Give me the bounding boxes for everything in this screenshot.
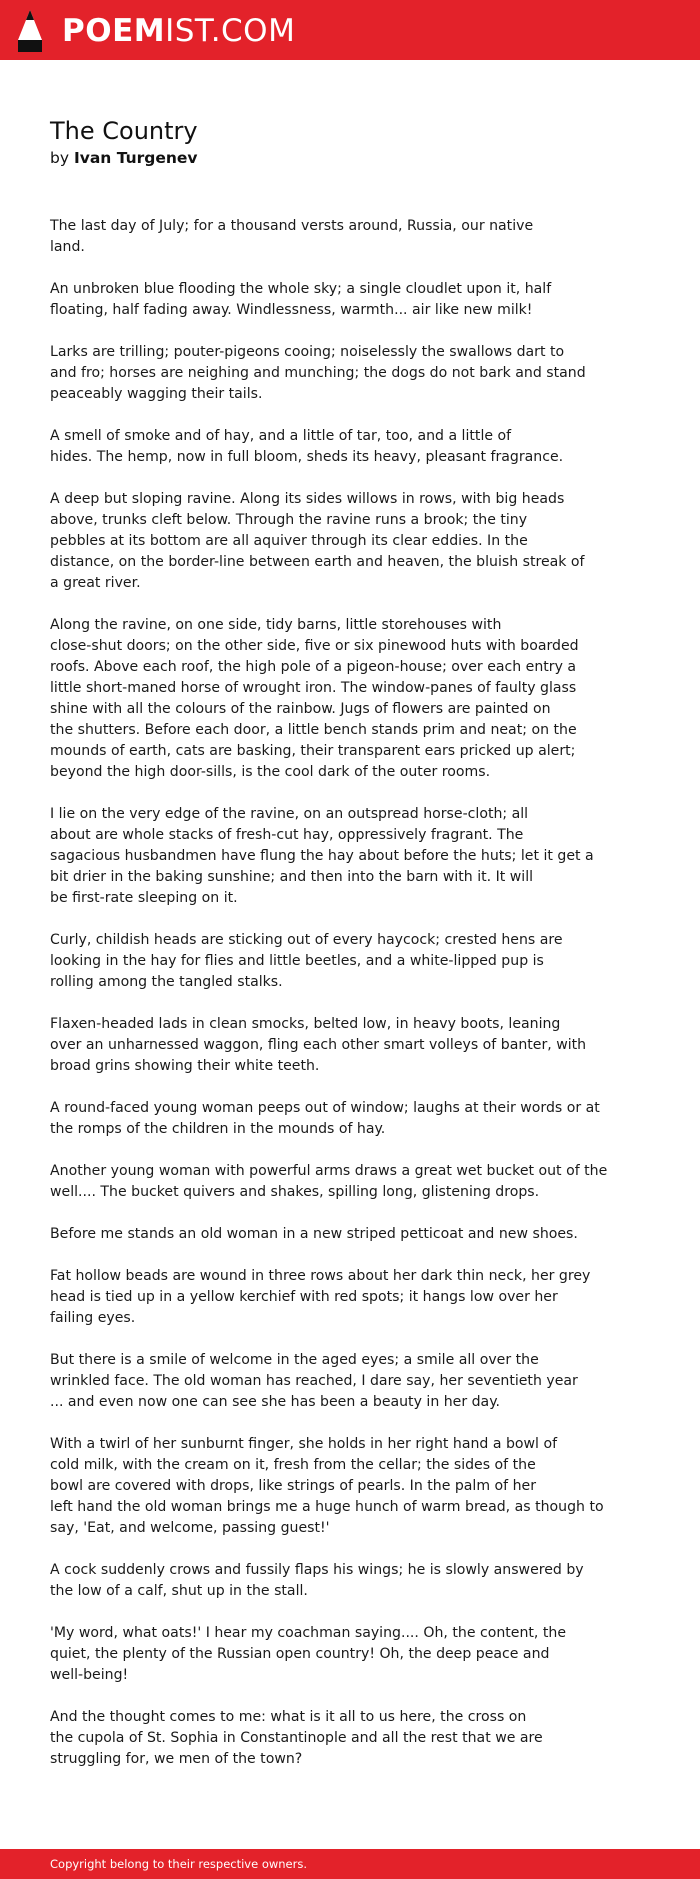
poem-stanza: With a twirl of her sunburnt finger, she holds in her right hand a bowl of cold milk, with the cream on it, fresh from the cellar; the sides of the bowl are covered with drops, like strings of pearls. In the palm of her left hand the old woman brings me a huge hunch of warm bread, as though to say, 'Eat, and welcome, passing guest!' (50, 1436, 604, 1536)
copyright-notice: Copyright belong to their respective owners. (50, 1857, 308, 1871)
poem-stanza: A smell of smoke and of hay, and a little of tar, too, and a little of hides. The hemp, now in full bloom, sheds its heavy, pleasant fragrance. (50, 428, 564, 465)
byline-prefix: by (50, 149, 70, 167)
poem-stanza: Another young woman with powerful arms draws a great wet bucket out of the well.... The bucket quivers and shakes, spilling long, glistening drops. (50, 1163, 608, 1200)
site-header (0, 0, 700, 60)
poem-content (50, 115, 610, 1791)
poem-stanza: A cock suddenly crows and fussily flaps his wings; he is slowly answered by the low of a calf, shut up in the stall. (50, 1562, 584, 1599)
poem-stanza: But there is a smile of welcome in the aged eyes; a smile all over the wrinkled face. The old woman has reached, I dare say, her seventieth year ... and even now one can see she has been a beauty in her day. (50, 1352, 578, 1410)
pencil-nib-icon (16, 10, 44, 52)
poem-stanza: I lie on the very edge of the ravine, on an outspread horse-cloth; all about are whole stacks of fresh-cut hay, oppressively fragrant. The sagacious husbandmen have flung the hay about before the huts; let it get a bit drier in the baking sunshine; and then into the barn with it. It will be first-rate sleeping on it. (50, 806, 594, 906)
poem-author[interactable]: Ivan Turgenev (73, 149, 198, 167)
poem-stanza: Fat hollow beads are wound in three rows about her dark thin neck, her grey head is tied up in a yellow kerchief with red spots; it hangs low over her failing eyes. (50, 1268, 591, 1326)
poem-stanza: Before me stands an old woman in a new striped petticoat and new shoes. (50, 1226, 578, 1242)
site-logo-link[interactable] (16, 10, 295, 52)
poem-stanza: Larks are trilling; pouter-pigeons cooing; noiselessly the swallows dart to and fro; horses are neighing and munching; the dogs do not bark and stand peaceably wagging their tails. (50, 344, 586, 402)
poem-stanza: A round-faced young woman peeps out of window; laughs at their words or at the romps of the children in the mounds of hay. (50, 1100, 600, 1137)
poem-stanza: Along the ravine, on one side, tidy barns, little storehouses with close-shut doors; on the other side, five or six pinewood huts with boarded roofs. Above each roof, the high pole of a pigeon-house; over each entry a little short-maned horse of wrought iron. The window-panes of faulty glass shine with all the colours of the rainbow. Jugs of flowers are painted on the shutters. Before each door, a little bench stands prim and neat; on the mounds of earth, cats are basking, their transparent ears pricked up alert; beyond the high door-sills, is the cool dark of the outer rooms. (50, 617, 579, 780)
site-footer (0, 1849, 700, 1879)
poem-stanza: Curly, childish heads are sticking out of every haycock; crested hens are looking in the hay for flies and little beetles, and a white-lipped pup is rolling among the tangled stalks. (50, 932, 563, 990)
logo-bold-text: POEM (62, 13, 166, 49)
poem-stanza: The last day of July; for a thousand versts around, Russia, our native land. (50, 218, 534, 255)
poem-body (50, 216, 610, 1770)
poem-stanza: 'My word, what oats!' I hear my coachman saying.... Oh, the content, the quiet, the plenty of the Russian open country! Oh, the deep peace and well-being! (50, 1625, 567, 1683)
site-logo-text (62, 10, 295, 52)
poem-stanza: An unbroken blue flooding the whole sky; a single cloudlet upon it, half floating, half fading away. Windlessness, warmth... air like new milk! (50, 281, 552, 318)
logo-light-text: IST.COM (165, 13, 296, 49)
poem-stanza: A deep but sloping ravine. Along its sides willows in rows, with big heads above, trunks cleft below. Through the ravine runs a brook; the tiny pebbles at its bottom are all aquiver through its clear eddies. In the distance, on the border-line between earth and heaven, the bluish streak of a great river. (50, 491, 585, 591)
poem-stanza: And the thought comes to me: what is it all to us here, the cross on the cupola of St. Sophia in Constantinople and all the rest that we are struggling for, we men of the town? (50, 1709, 543, 1767)
poem-byline (50, 147, 610, 169)
poem-stanza: Flaxen-headed lads in clean smocks, belted low, in heavy boots, leaning over an unharnessed waggon, fling each other smart volleys of banter, with broad grins showing their white teeth. (50, 1016, 587, 1074)
poem-title: The Country (50, 117, 198, 145)
